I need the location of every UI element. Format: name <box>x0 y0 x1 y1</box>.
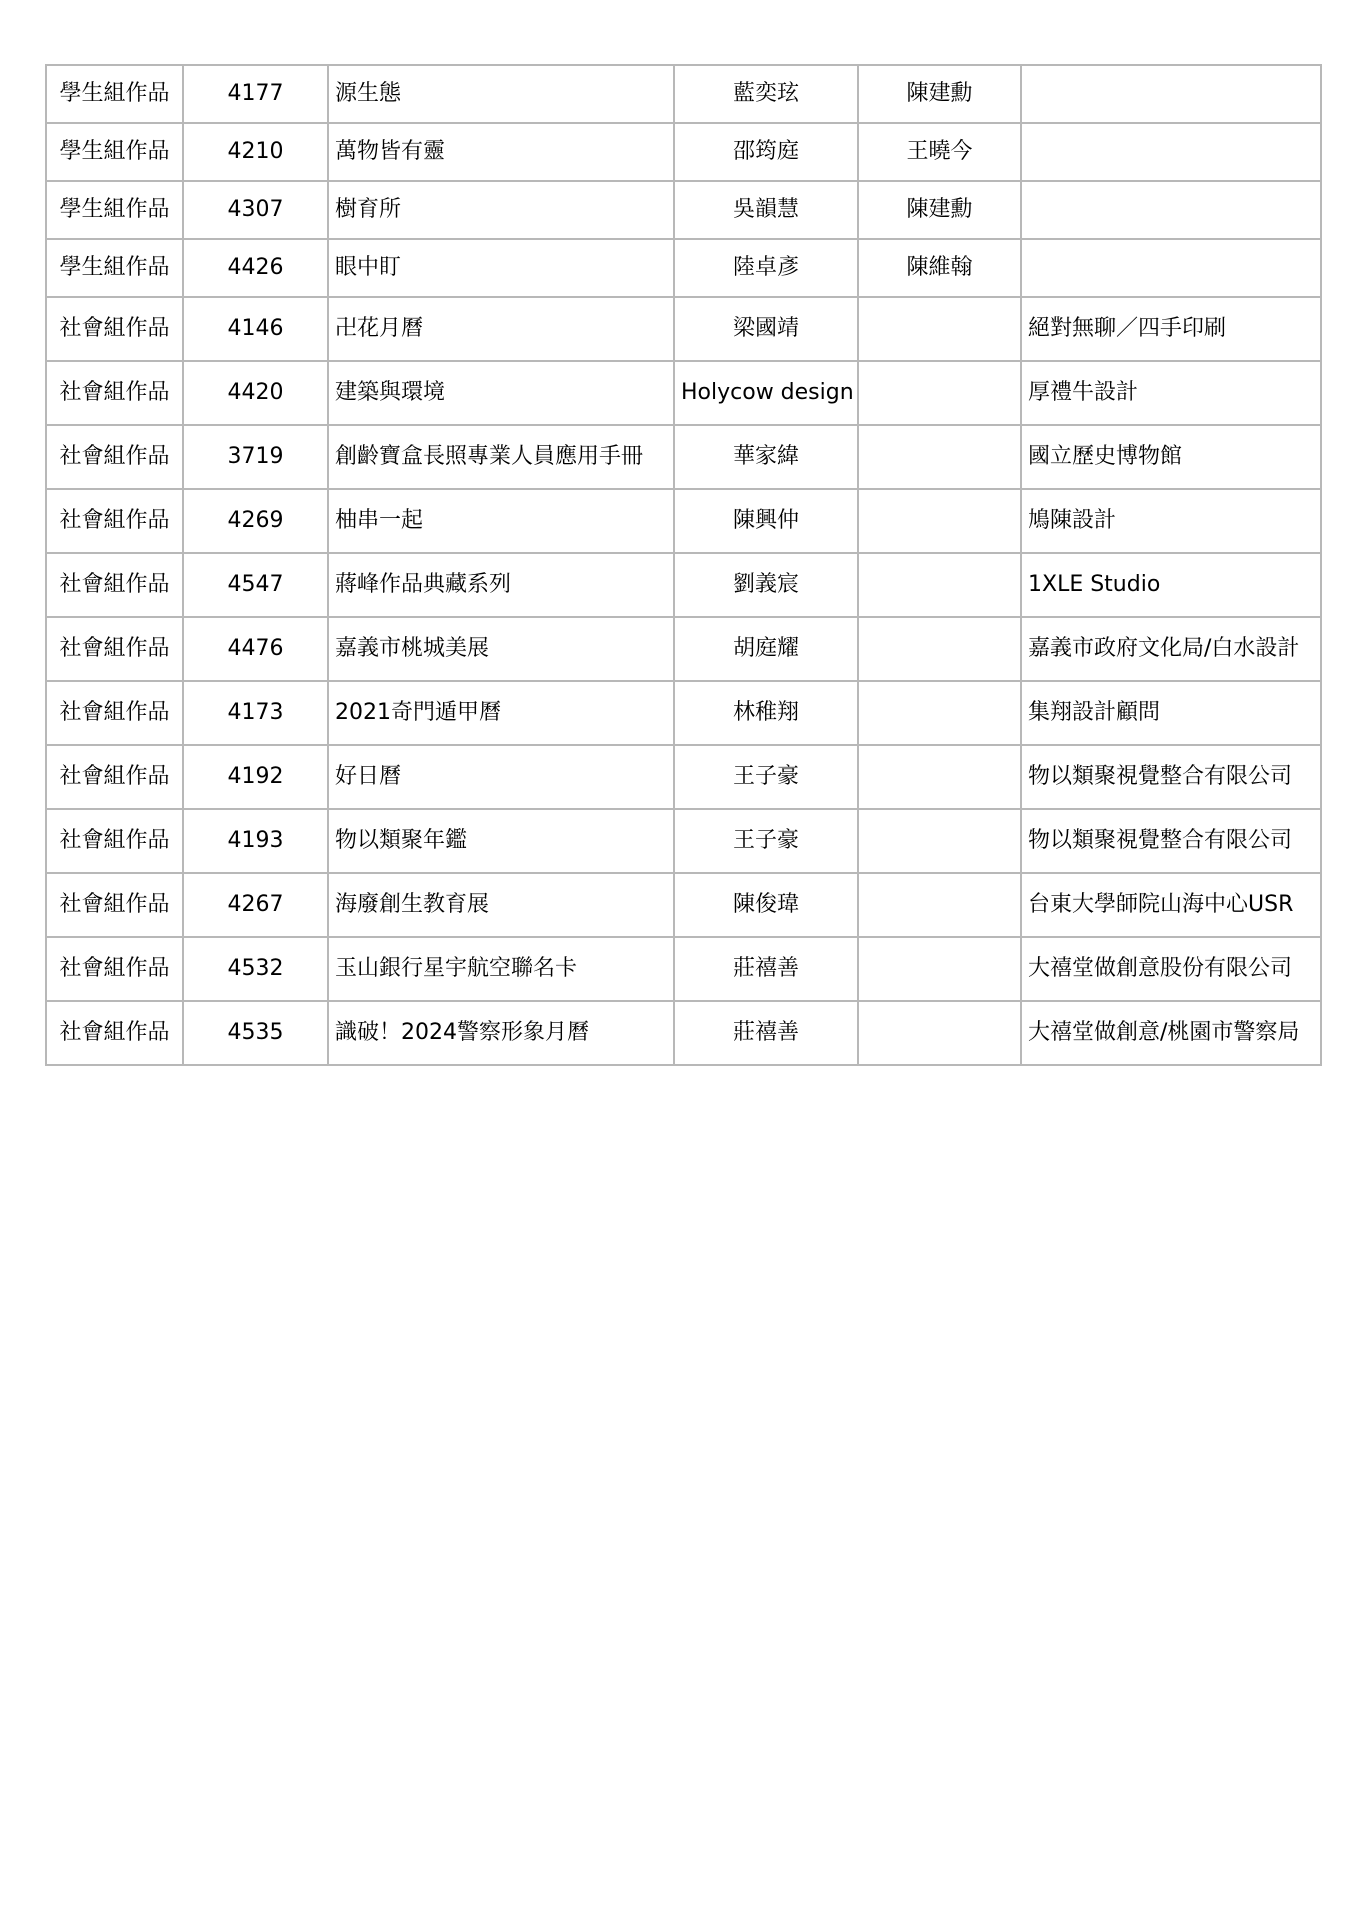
author-cell: 藍奕玹 <box>674 65 858 123</box>
category-cell: 學生組作品 <box>46 181 183 239</box>
advisor-cell <box>858 937 1021 1001</box>
category-cell: 社會組作品 <box>46 1001 183 1065</box>
entry-id-cell: 4146 <box>183 297 328 361</box>
author-cell: 胡庭耀 <box>674 617 858 681</box>
title-cell: 識破！2024警察形象月曆 <box>328 1001 674 1065</box>
author-cell: 莊禧善 <box>674 1001 858 1065</box>
title-cell: 蔣峰作品典藏系列 <box>328 553 674 617</box>
results-table-body <box>46 65 1321 1065</box>
category-cell: 社會組作品 <box>46 297 183 361</box>
table-row <box>46 681 1321 745</box>
organization-cell: 厚禮牛設計 <box>1021 361 1321 425</box>
entry-id-cell: 4269 <box>183 489 328 553</box>
entry-id-cell: 4535 <box>183 1001 328 1065</box>
advisor-cell <box>858 361 1021 425</box>
table-row <box>46 239 1321 297</box>
entry-id-cell: 4173 <box>183 681 328 745</box>
table-row <box>46 181 1321 239</box>
title-cell: 好日曆 <box>328 745 674 809</box>
title-cell: 眼中盯 <box>328 239 674 297</box>
author-cell: 陳俊瑋 <box>674 873 858 937</box>
title-cell: 卍花月曆 <box>328 297 674 361</box>
table-row <box>46 745 1321 809</box>
category-cell: 學生組作品 <box>46 123 183 181</box>
advisor-cell: 陳建勳 <box>858 181 1021 239</box>
entry-id-cell: 4547 <box>183 553 328 617</box>
title-cell: 源生態 <box>328 65 674 123</box>
organization-cell <box>1021 65 1321 123</box>
title-cell: 樹育所 <box>328 181 674 239</box>
author-cell: 梁國靖 <box>674 297 858 361</box>
category-cell: 學生組作品 <box>46 239 183 297</box>
category-cell: 學生組作品 <box>46 65 183 123</box>
entry-id-cell: 4267 <box>183 873 328 937</box>
advisor-cell <box>858 809 1021 873</box>
advisor-cell <box>858 425 1021 489</box>
entry-id-cell: 4192 <box>183 745 328 809</box>
author-cell: Holycow design <box>674 361 858 425</box>
title-cell: 海廢創生教育展 <box>328 873 674 937</box>
table-row <box>46 809 1321 873</box>
category-cell: 社會組作品 <box>46 617 183 681</box>
organization-cell: 大禧堂做創意/桃園市警察局 <box>1021 1001 1321 1065</box>
organization-cell: 嘉義市政府文化局/白水設計 <box>1021 617 1321 681</box>
author-cell: 陳興仲 <box>674 489 858 553</box>
entry-id-cell: 4177 <box>183 65 328 123</box>
category-cell: 社會組作品 <box>46 745 183 809</box>
results-table <box>45 64 1322 1066</box>
advisor-cell <box>858 489 1021 553</box>
table-row <box>46 553 1321 617</box>
table-row <box>46 617 1321 681</box>
author-cell: 林稚翔 <box>674 681 858 745</box>
organization-cell: 物以類聚視覺整合有限公司 <box>1021 809 1321 873</box>
advisor-cell <box>858 873 1021 937</box>
table-row <box>46 873 1321 937</box>
table-row <box>46 361 1321 425</box>
advisor-cell: 王曉今 <box>858 123 1021 181</box>
organization-cell: 集翔設計顧問 <box>1021 681 1321 745</box>
advisor-cell <box>858 681 1021 745</box>
author-cell: 莊禧善 <box>674 937 858 1001</box>
advisor-cell <box>858 745 1021 809</box>
entry-id-cell: 4420 <box>183 361 328 425</box>
author-cell: 邵筠庭 <box>674 123 858 181</box>
advisor-cell: 陳建勳 <box>858 65 1021 123</box>
author-cell: 王子豪 <box>674 809 858 873</box>
category-cell: 社會組作品 <box>46 553 183 617</box>
entry-id-cell: 4210 <box>183 123 328 181</box>
title-cell: 玉山銀行星宇航空聯名卡 <box>328 937 674 1001</box>
title-cell: 物以類聚年鑑 <box>328 809 674 873</box>
title-cell: 柚串一起 <box>328 489 674 553</box>
table-row <box>46 937 1321 1001</box>
advisor-cell <box>858 553 1021 617</box>
entry-id-cell: 3719 <box>183 425 328 489</box>
author-cell: 劉義宸 <box>674 553 858 617</box>
entry-id-cell: 4476 <box>183 617 328 681</box>
table-row <box>46 425 1321 489</box>
author-cell: 王子豪 <box>674 745 858 809</box>
title-cell: 2021奇門遁甲曆 <box>328 681 674 745</box>
organization-cell: 台東大學師院山海中心USR <box>1021 873 1321 937</box>
category-cell: 社會組作品 <box>46 873 183 937</box>
advisor-cell <box>858 1001 1021 1065</box>
title-cell: 萬物皆有靈 <box>328 123 674 181</box>
advisor-cell <box>858 297 1021 361</box>
table-row <box>46 297 1321 361</box>
organization-cell: 物以類聚視覺整合有限公司 <box>1021 745 1321 809</box>
organization-cell <box>1021 239 1321 297</box>
category-cell: 社會組作品 <box>46 361 183 425</box>
title-cell: 創齡寶盒長照專業人員應用手冊 <box>328 425 674 489</box>
table-row <box>46 489 1321 553</box>
document-page <box>45 64 1320 1066</box>
organization-cell: 國立歷史博物館 <box>1021 425 1321 489</box>
advisor-cell <box>858 617 1021 681</box>
category-cell: 社會組作品 <box>46 425 183 489</box>
organization-cell: 絕對無聊／四手印刷 <box>1021 297 1321 361</box>
entry-id-cell: 4307 <box>183 181 328 239</box>
advisor-cell: 陳維翰 <box>858 239 1021 297</box>
table-row <box>46 65 1321 123</box>
title-cell: 建築與環境 <box>328 361 674 425</box>
category-cell: 社會組作品 <box>46 681 183 745</box>
organization-cell: 大禧堂做創意股份有限公司 <box>1021 937 1321 1001</box>
entry-id-cell: 4532 <box>183 937 328 1001</box>
table-row <box>46 1001 1321 1065</box>
category-cell: 社會組作品 <box>46 937 183 1001</box>
author-cell: 吳韻慧 <box>674 181 858 239</box>
entry-id-cell: 4426 <box>183 239 328 297</box>
title-cell: 嘉義市桃城美展 <box>328 617 674 681</box>
entry-id-cell: 4193 <box>183 809 328 873</box>
author-cell: 華家緯 <box>674 425 858 489</box>
category-cell: 社會組作品 <box>46 809 183 873</box>
table-row <box>46 123 1321 181</box>
organization-cell: 鳩陳設計 <box>1021 489 1321 553</box>
organization-cell: 1XLE Studio <box>1021 553 1321 617</box>
organization-cell <box>1021 123 1321 181</box>
organization-cell <box>1021 181 1321 239</box>
author-cell: 陸卓彥 <box>674 239 858 297</box>
category-cell: 社會組作品 <box>46 489 183 553</box>
